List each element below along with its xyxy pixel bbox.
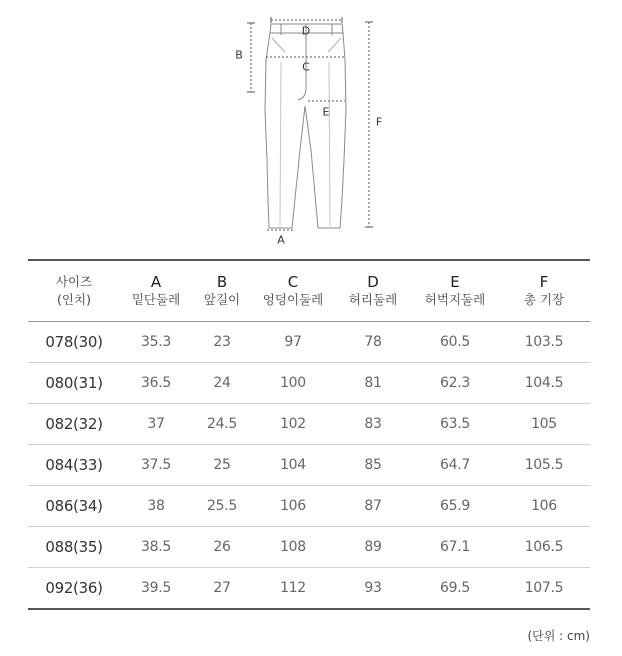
header-c-name: 엉덩이둘레 — [262, 292, 324, 307]
value-cell: 106 — [498, 486, 590, 527]
header-size-unit: (인치) — [57, 292, 91, 307]
label-e: E — [322, 105, 330, 119]
header-a-letter: A — [150, 273, 162, 291]
value-cell: 38.5 — [120, 527, 192, 568]
header-b-letter: B — [216, 273, 228, 291]
size-table — [28, 259, 590, 610]
header-e — [412, 260, 498, 322]
header-c-letter: C — [287, 273, 299, 291]
header-b-name: 앞길이 — [203, 292, 241, 307]
value-cell: 106 — [252, 486, 334, 527]
size-cell: 084(33) — [28, 445, 120, 486]
value-cell: 38 — [120, 486, 192, 527]
table-row — [28, 404, 590, 445]
size-cell: 082(32) — [28, 404, 120, 445]
value-cell: 62.3 — [412, 363, 498, 404]
value-cell: 37 — [120, 404, 192, 445]
value-cell: 106.5 — [498, 527, 590, 568]
header-b — [192, 260, 252, 322]
value-cell: 100 — [252, 363, 334, 404]
header-a-name: 밑단둘레 — [131, 292, 181, 307]
size-cell: 080(31) — [28, 363, 120, 404]
value-cell: 104 — [252, 445, 334, 486]
value-cell: 25.5 — [192, 486, 252, 527]
value-cell: 81 — [334, 363, 412, 404]
header-d-letter: D — [367, 273, 379, 291]
value-cell: 64.7 — [412, 445, 498, 486]
value-cell: 78 — [334, 322, 412, 363]
header-size-label: 사이즈 — [55, 274, 93, 289]
label-d: D — [301, 24, 311, 38]
value-cell: 23 — [192, 322, 252, 363]
value-cell: 35.3 — [120, 322, 192, 363]
header-a — [120, 260, 192, 322]
size-cell: 086(34) — [28, 486, 120, 527]
header-f-name: 총 기장 — [523, 292, 565, 307]
label-a: A — [277, 233, 285, 247]
value-cell: 107.5 — [498, 568, 590, 610]
header-d — [334, 260, 412, 322]
value-cell: 67.1 — [412, 527, 498, 568]
value-cell: 24 — [192, 363, 252, 404]
value-cell: 24.5 — [192, 404, 252, 445]
header-f-letter: F — [539, 273, 549, 291]
value-cell: 102 — [252, 404, 334, 445]
size-cell: 078(30) — [28, 322, 120, 363]
label-c: C — [302, 60, 310, 74]
value-cell: 108 — [252, 527, 334, 568]
value-cell: 36.5 — [120, 363, 192, 404]
value-cell: 103.5 — [498, 322, 590, 363]
value-cell: 104.5 — [498, 363, 590, 404]
header-e-name: 허벅지둘레 — [424, 292, 486, 307]
header-size — [28, 260, 120, 322]
value-cell: 105.5 — [498, 445, 590, 486]
value-cell: 69.5 — [412, 568, 498, 610]
value-cell: 39.5 — [120, 568, 192, 610]
table-row — [28, 445, 590, 486]
value-cell: 37.5 — [120, 445, 192, 486]
unit-note: (단위 : cm) — [527, 629, 590, 643]
pants-diagram — [0, 0, 622, 256]
value-cell: 63.5 — [412, 404, 498, 445]
pants-illustration — [0, 0, 622, 256]
value-cell: 26 — [192, 527, 252, 568]
table-header-row — [28, 260, 590, 322]
header-e-letter: E — [450, 273, 460, 291]
header-c — [252, 260, 334, 322]
value-cell: 105 — [498, 404, 590, 445]
value-cell: 25 — [192, 445, 252, 486]
table-row — [28, 568, 590, 610]
header-d-name: 허리둘레 — [348, 292, 398, 307]
value-cell: 89 — [334, 527, 412, 568]
value-cell: 60.5 — [412, 322, 498, 363]
label-f: F — [375, 115, 383, 129]
table-row — [28, 322, 590, 363]
value-cell: 112 — [252, 568, 334, 610]
value-cell: 83 — [334, 404, 412, 445]
header-f — [498, 260, 590, 322]
size-cell: 088(35) — [28, 527, 120, 568]
table-row — [28, 486, 590, 527]
value-cell: 27 — [192, 568, 252, 610]
value-cell: 85 — [334, 445, 412, 486]
size-cell: 092(36) — [28, 568, 120, 610]
table-row — [28, 527, 590, 568]
value-cell: 87 — [334, 486, 412, 527]
label-b: B — [235, 48, 243, 62]
value-cell: 97 — [252, 322, 334, 363]
value-cell: 65.9 — [412, 486, 498, 527]
table-row — [28, 363, 590, 404]
value-cell: 93 — [334, 568, 412, 610]
